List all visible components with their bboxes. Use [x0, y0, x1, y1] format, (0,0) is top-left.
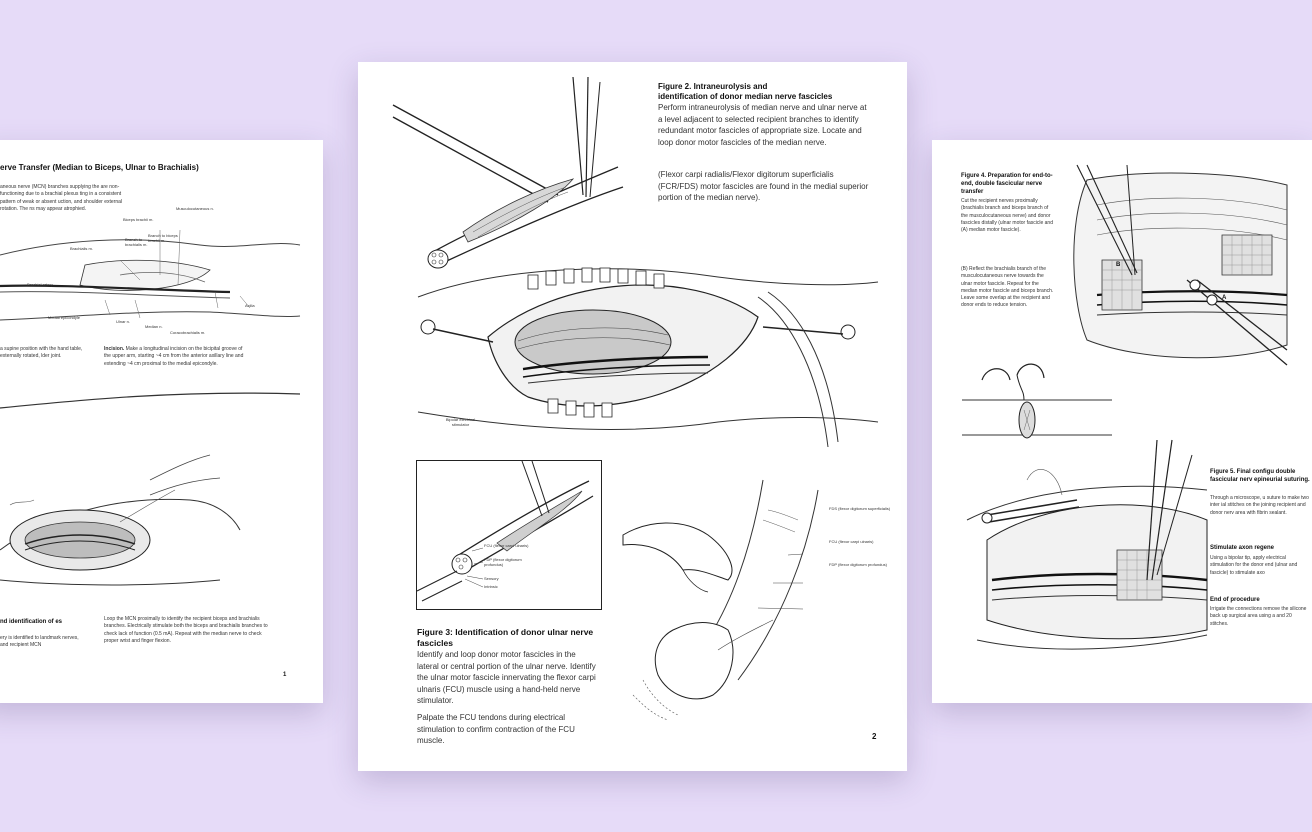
fig4-text2: (B) Reflect the brachialis branch of the musculocutaneous nerve towards the ulnar motor fascicle. Repeat for the median motor fascicle and biceps branch. Leave some overlap at the recipient and donor ends to reduce tension.: [961, 266, 1054, 309]
arm-outline-illustration: [0, 380, 300, 420]
page1-intro: aneous nerve (MCN) branches supplying the are non-functioning due to a brachial plexus ting in a consistent pattern of weak or absent uction, and shoulder external rotation. The ns may appear atrophied.: [0, 184, 123, 212]
end-text: Irrigate the connections remove the silicone back up surgical area using a and 20 stitches.: [1210, 606, 1307, 627]
label-musculocutaneous: Musculocutaneous n.: [176, 206, 214, 211]
forearm-hand-illustration: [613, 480, 828, 730]
fig3-text: Identify and loop donor motor fascicles in the lateral or central portion of the ulnar nerve. Identify the ulnar motor fascicle innervating the flexor carpi ulnaris (FCU) muscle using a hand-held nerve stimulator.: [417, 650, 596, 706]
fig2-note: (Flexor carpi radialis/Flexor digitorum superficialis (FCR/FDS) motor fascicles are found in the medial superior portion of the median nerve).: [658, 170, 869, 203]
retracted-incision-illustration: [418, 257, 878, 457]
final-configuration-illustration: [967, 440, 1207, 650]
fig3-title: Figure 3: Identification of donor ulnar nerve fascicles: [417, 627, 594, 649]
page1-incision-block: [104, 346, 244, 368]
stimulator-label: Bipolar electrical stimulator: [445, 417, 476, 427]
suture-knot-illustration: [962, 360, 1112, 450]
page1-position-text: a supine position with the hand table, externally rotated, lder joint.: [0, 346, 83, 360]
stim-text: Using a bipolar tip, apply electrical stimulation for the donor end (ulnar and fascicle) to stimulate axo: [1210, 555, 1298, 576]
page1-caption1-text: ery is identified to landmark nerves, and recipient MCN: [0, 635, 79, 649]
end-title: End of procedure: [1210, 597, 1260, 603]
page1-caption2-text: Loop the MCN proximally to identify the recipient biceps and brachialis branches. Electrically stimulate both the biceps and brachialis branches to check lack of function (0.5 mA). Repeat with the median nerve to check proper wrist and finger flexion.: [104, 616, 268, 644]
label-ulnar: Ulnar n.: [116, 319, 131, 324]
label-medial-epicondyle: Medial epicondyle: [48, 315, 81, 320]
label-brachial-artery: Brachial artery: [27, 282, 53, 287]
label-branch-brachialis: Branch to brachialis m.: [125, 237, 148, 247]
forearm-label-fdp: FDP (flexor digitorum profundus): [829, 562, 887, 567]
fig4-text: Cut the recipient nerves proximally (brachialis branch and biceps branch of the musculocutaneous nerve) and donor fascicles distally (ulnar motor fascicle and (A) median motor fascicle).: [961, 198, 1053, 233]
fig5-title: Figure 5. Final configu double fascicular nerv epineurial suturing.: [1210, 469, 1310, 484]
fig5-text: Through a microscope, u suture to make two inter ial stitches on the joining recipient and donor nerv area with fibrin sealant.: [1210, 495, 1309, 516]
inset-label-intrinsic: Intrinsic: [484, 584, 498, 589]
forearm-label-fds: FDS (flexor digitorum superficialis): [829, 506, 891, 511]
stim-title: Stimulate axon regene: [1210, 545, 1275, 551]
page1-caption1-title: nd identification of es: [0, 619, 63, 625]
marker-b: B: [1116, 262, 1121, 268]
document-page-2[interactable]: [358, 62, 907, 771]
page-number-2: 2: [872, 732, 877, 741]
label-median: Median n.: [145, 324, 163, 329]
label-branch-biceps: Branch to biceps brachii m.: [148, 233, 178, 243]
label-axilla: Axilla: [245, 303, 255, 308]
fig2-title-line2: identification of donor median nerve fascicles: [658, 92, 833, 102]
fig2-title: [658, 82, 832, 103]
label-coracobrachialis: Coracobrachialis m.: [170, 330, 206, 335]
nerve-transfer-prep-illustration: [1057, 165, 1287, 365]
inset-label-fdp: FDP (flexor digitorum profundus): [484, 557, 522, 567]
document-page-3[interactable]: [932, 140, 1312, 703]
incision-text: Make a longitudinal incision on the bicipital groove of the upper arm, starting ~4 cm from the anterior axillary line and extending ~4 cm proximal to the medial epicondyle.: [104, 346, 244, 367]
label-biceps: Biceps brachii m.: [123, 217, 154, 222]
fig2-title-line1: Figure 2. Intraneurolysis and: [658, 82, 768, 91]
fig4-title: Figure 4. Preparation for end-to-end, double fascicular nerve transfer: [961, 173, 1053, 196]
inset-box: [416, 460, 602, 610]
incision-label: Incision.: [104, 346, 125, 352]
document-page-1[interactable]: [0, 140, 323, 703]
open-incision-illustration: [0, 440, 240, 600]
forceps-nerve-illustration: [388, 77, 628, 267]
label-brachialis: Brachialis m.: [70, 246, 93, 251]
marker-a: A: [1222, 295, 1227, 301]
page1-title: erve Transfer (Median to Biceps, Ulnar to Brachialis): [0, 163, 199, 172]
inset-label-fcu: FCU (flexor carpi ulnaris): [484, 543, 529, 548]
forearm-label-fcu: FCU (flexor carpi ulnaris): [829, 539, 874, 544]
fig2-text: Perform intraneurolysis of median nerve and ulnar nerve at a level adjacent to selected recipient branches to identify redundant motor fascicles of appropriate size. Locate and loop donor motor fascicles of the median nerve.: [658, 103, 867, 147]
fig3-text2: Palpate the FCU tendons during electrical stimulation to confirm contraction of the FCU muscle.: [417, 713, 575, 746]
inset-label-sensory: Sensory: [484, 576, 499, 581]
inset-nerve-illustration: [417, 461, 601, 609]
page-number-1: 1: [283, 672, 287, 678]
